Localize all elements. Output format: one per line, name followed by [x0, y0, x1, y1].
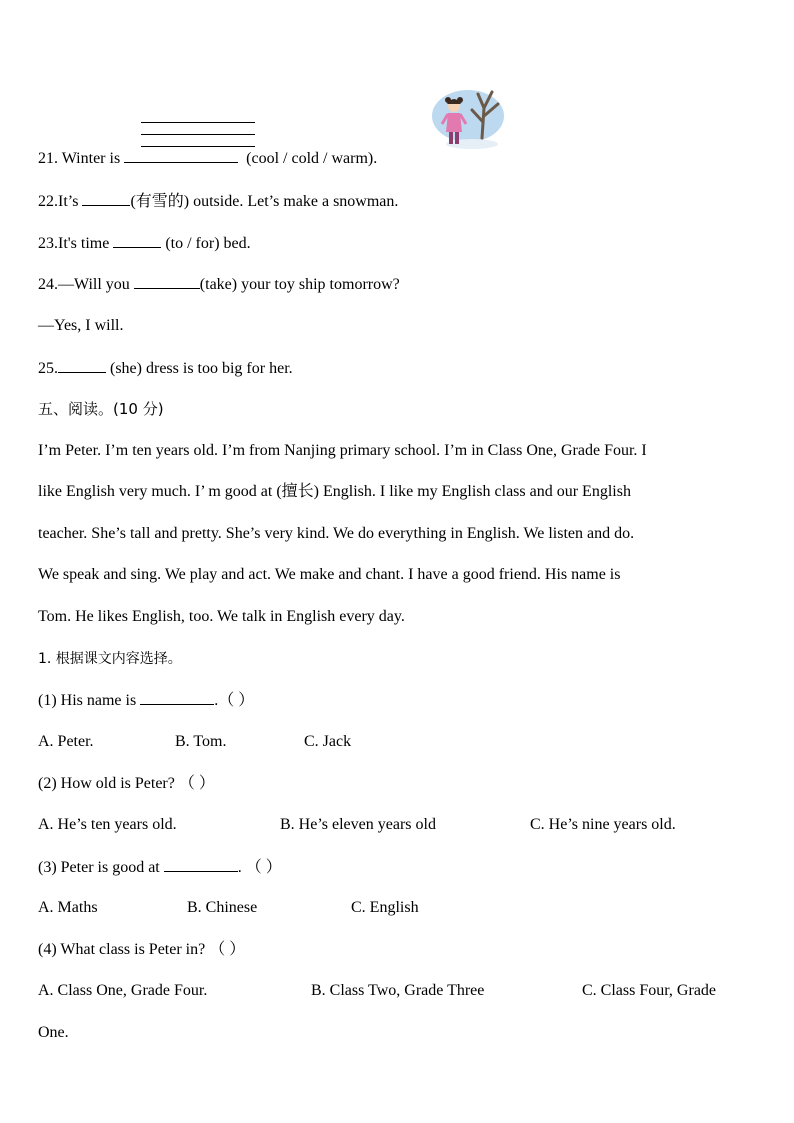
question-text: . Winter is — [54, 150, 121, 167]
passage-line: We speak and sing. We play and act. We make and chant. I have a good friend. His name is — [38, 566, 621, 583]
task-title: 1. 根据课文内容选择。 — [38, 651, 182, 667]
question-25 — [38, 358, 293, 379]
passage-line: like English very much. I’ m good at (擅长) English. I like my English class and our English — [38, 483, 631, 500]
option-b[interactable]: B. Class Two, Grade Three — [311, 982, 485, 999]
answer-blank[interactable] — [164, 857, 238, 872]
answer-blank[interactable] — [113, 233, 161, 248]
section-heading: 五、阅读。(10 分) — [38, 400, 164, 418]
answer-blank[interactable] — [58, 358, 106, 373]
option-b[interactable]: B. He’s eleven years old — [280, 816, 436, 833]
answer-blank[interactable] — [82, 191, 130, 206]
reading-question-2 — [38, 774, 215, 794]
question-text: 23.It's time — [38, 235, 110, 252]
reading-question-4 — [38, 940, 245, 960]
option-b[interactable]: B. Chinese — [187, 899, 258, 916]
question-24 — [38, 274, 400, 295]
option-a[interactable]: A. Maths — [38, 899, 98, 916]
question-hint: (to / for) bed. — [165, 235, 251, 252]
winter-girl-illustration — [428, 86, 506, 152]
question-text: (1) His name is — [38, 692, 137, 709]
passage-line: Tom. He likes English, too. We talk in English every day. — [38, 608, 405, 625]
question-hint: (she) dress is too big for her. — [110, 360, 293, 377]
reading-question-3 — [38, 857, 282, 878]
question-text: (2) How old is Peter? （ ） — [38, 775, 215, 792]
option-c[interactable]: C. He’s nine years old. — [530, 816, 676, 833]
option-a[interactable]: A. He’s ten years old. — [38, 816, 177, 833]
option-c-continued: One. — [38, 1024, 69, 1041]
question-number: 21 — [38, 150, 54, 167]
answer-bracket: . （ ） — [237, 859, 282, 876]
question-text: (3) Peter is good at — [38, 859, 160, 876]
answer-blank[interactable] — [134, 274, 200, 289]
option-a[interactable]: A. Peter. — [38, 733, 94, 750]
question-text: 25. — [38, 360, 58, 377]
reading-question-1 — [38, 690, 254, 711]
passage-line: teacher. She’s tall and pretty. She’s very kind. We do everything in English. We listen and do. — [38, 525, 635, 542]
answer-bracket: .（ ） — [214, 692, 255, 709]
question-23 — [38, 233, 251, 254]
question-text: (4) What class is Peter in? （ ） — [38, 941, 246, 958]
question-hint: (cool / cold / warm). — [246, 150, 378, 167]
question-hint: (take) your toy ship tomorrow? — [199, 276, 400, 293]
option-c[interactable]: C. English — [351, 899, 419, 916]
answer-blank[interactable] — [124, 148, 238, 163]
option-b[interactable]: B. Tom. — [175, 733, 227, 750]
question-24-answer: —Yes, I will. — [38, 317, 124, 334]
question-text: 24.—Will you — [38, 276, 130, 293]
question-21 — [38, 148, 377, 169]
question-text: 22.It’s — [38, 193, 79, 210]
option-c[interactable]: C. Jack — [304, 733, 352, 750]
answer-blank[interactable] — [140, 690, 214, 705]
option-a[interactable]: A. Class One, Grade Four. — [38, 982, 208, 999]
question-22 — [38, 191, 398, 212]
question-hint: (有雪的) outside. Let’s make a snowman. — [130, 193, 399, 210]
option-c[interactable]: C. Class Four, Grade — [582, 982, 717, 999]
passage-line: I’m Peter. I’m ten years old. I’m from Nanjing primary school. I’m in Class One, Grade Four. I — [38, 442, 647, 459]
